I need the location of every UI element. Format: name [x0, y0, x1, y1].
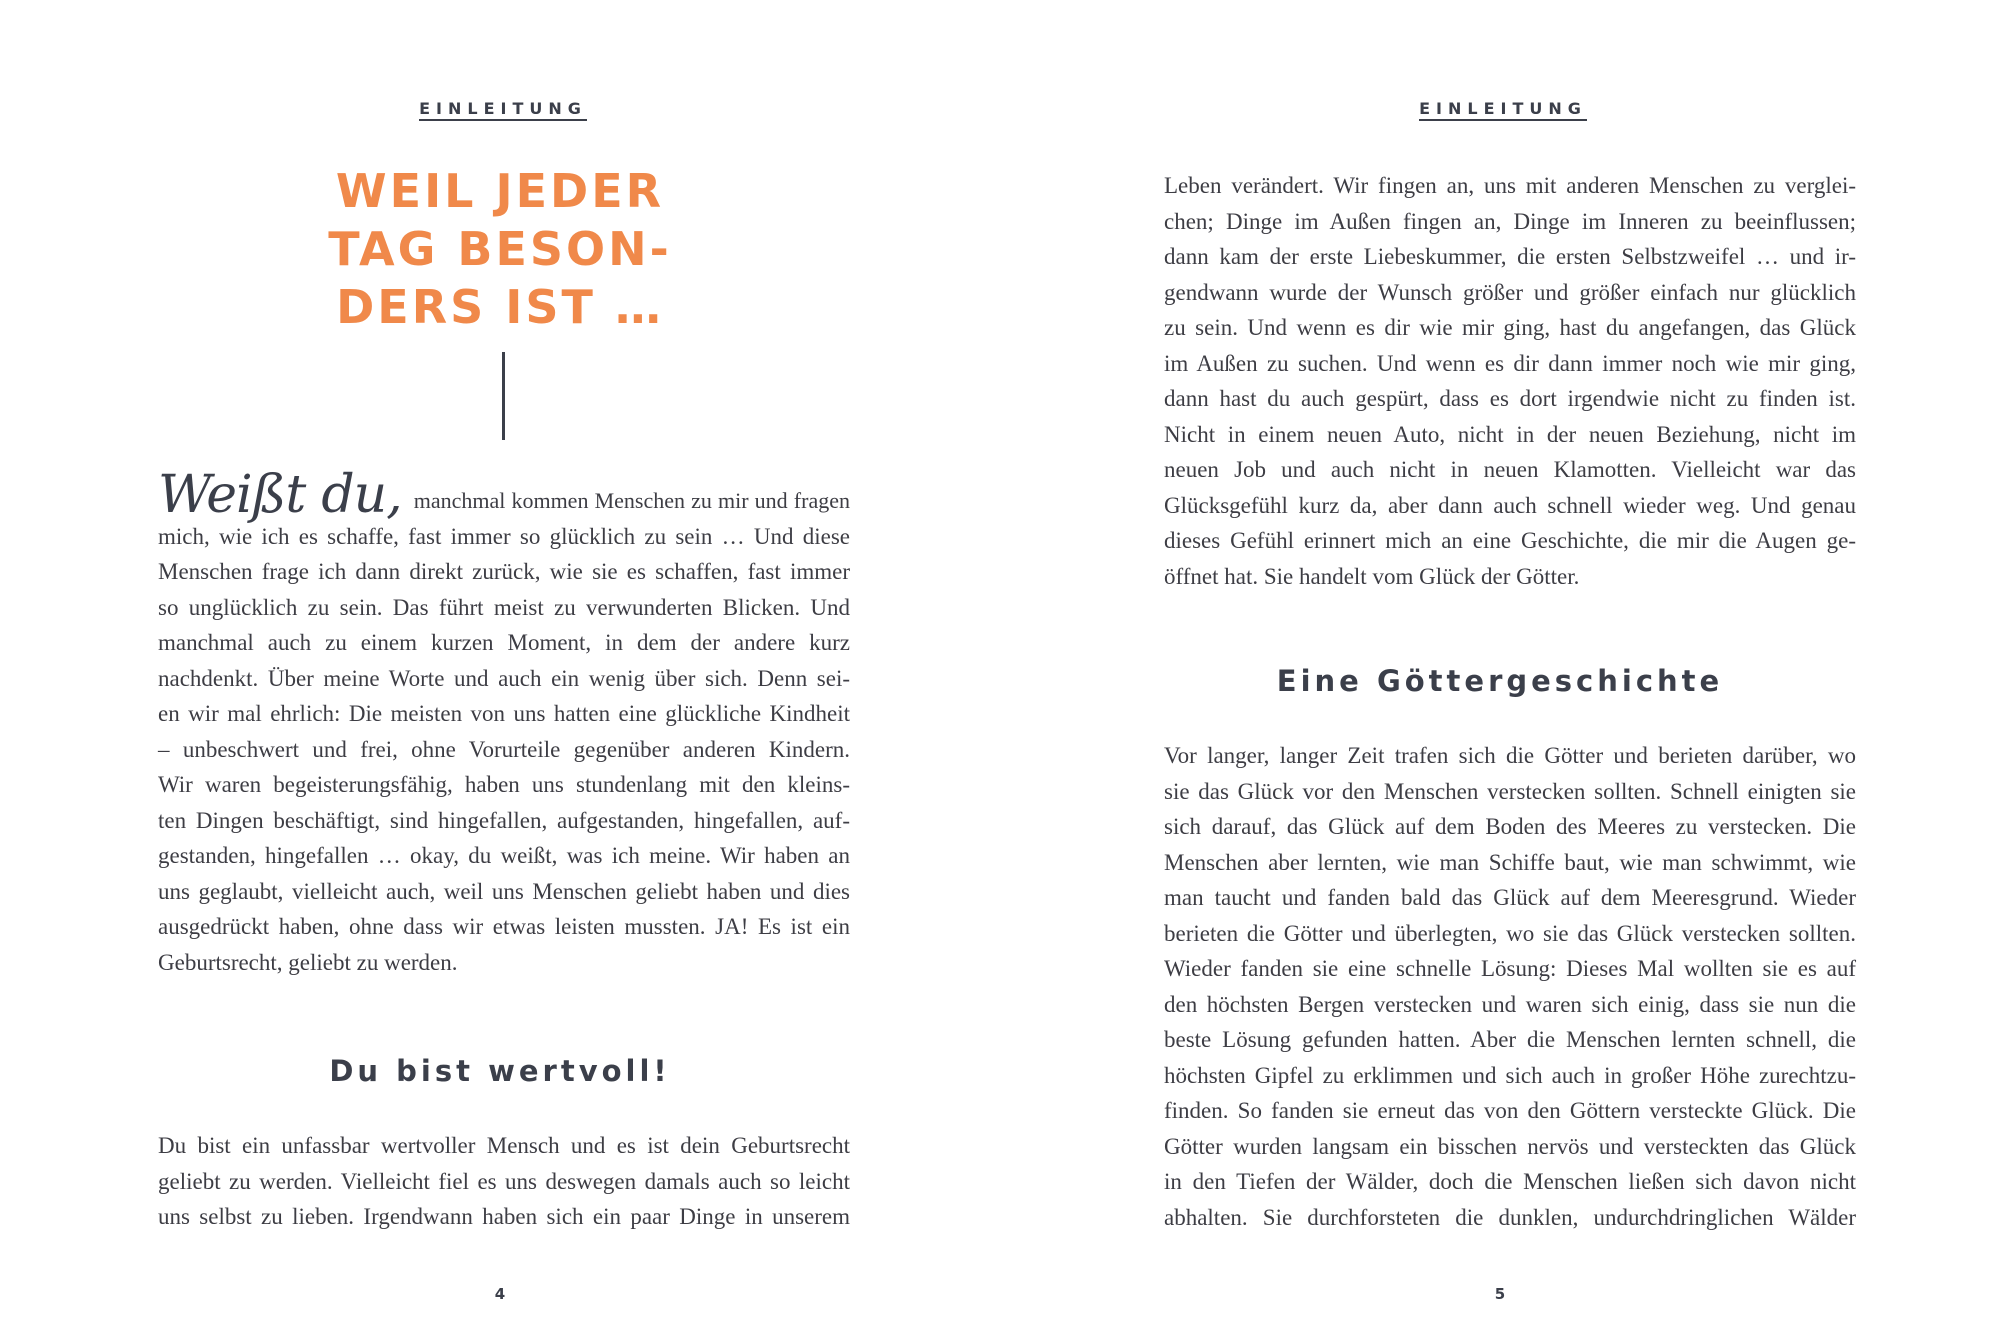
text-line: so unglücklich zu sein. Das führt meist zu verwunderten Blicken. Und [158, 594, 850, 620]
text-line: öffnet hat. Sie handelt vom Glück der Götter. [1164, 563, 1580, 589]
text-line: beste Lösung gefunden hatten. Aber die Menschen lernten schnell, die [1164, 1027, 1856, 1052]
text-line: Glücksgefühl kurz da, aber dann auch schnell wieder weg. Und genau [1164, 492, 1856, 518]
text-line: gestanden, hingefallen … okay, du weißt, was ich meine. Wir haben an [158, 843, 850, 868]
chapter-title [0, 162, 1000, 336]
text-line: mich, wie ich es schaffe, fast immer so glücklich zu sein … Und diese [158, 523, 850, 549]
text-line: en wir mal ehrlich: Die meisten von uns hatten eine glückliche Kindheit [158, 701, 850, 726]
chapter-title-line: DERS IST … [336, 280, 664, 334]
text-line: abhalten. Sie durchforsteten die dunklen, undurchdringlichen Wälder [1164, 1204, 1856, 1230]
text-line: Nicht in einem neuen Auto, nicht in der neuen Beziehung, nicht im [1164, 421, 1856, 447]
text-line: – unbeschwert und frei, ohne Vorurteile gegenüber anderen Kindern. [158, 736, 850, 762]
running-head-text: EINLEITUNG [1419, 99, 1587, 121]
text-line: chen; Dinge im Außen fingen an, Dinge im Inneren zu beeinflussen; [1164, 208, 1856, 234]
page-number: 5 [1494, 1285, 1506, 1303]
section-paragraph [1164, 738, 1856, 1235]
text-line: Vor langer, langer Zeit trafen sich die Götter und berieten darüber, wo [1164, 743, 1856, 768]
continued-paragraph [1164, 168, 1856, 594]
section-heading: Eine Göttergeschichte [1276, 664, 1724, 698]
intro-paragraph [158, 465, 850, 980]
text-line: zu sein. Und wenn es dir wie mir ging, hast du angefangen, das Glück [1164, 315, 1856, 340]
text-line: uns selbst zu lieben. Irgendwann haben sich ein paar Dinge in unserem [158, 1204, 850, 1229]
text-line: sich darauf, das Glück auf dem Boden des Meeres zu verstecken. Die [1164, 814, 1856, 839]
text-line: ausgedrückt haben, ohne dass wir etwas leisten mussten. JA! Es ist ein [158, 914, 850, 939]
text-line [158, 465, 850, 525]
text-line: Menschen frage ich dann direkt zurück, wie sie es schaffen, fast immer [158, 559, 850, 584]
vertical-rule [502, 352, 505, 440]
script-opening: Weißt du, [158, 465, 402, 525]
text-line-content: manchmal kommen Menschen zu mir und fragen [413, 488, 850, 513]
text-line: finden. So fanden sie erneut das von den Göttern versteckte Glück. Die [1164, 1098, 1856, 1123]
right-page [1000, 0, 2000, 1344]
text-line: dieses Gefühl erinnert mich an eine Geschichte, die mir die Augen ge- [1164, 528, 1856, 553]
chapter-title-line: WEIL JEDER [335, 164, 665, 218]
text-line: nachdenkt. Über meine Worte und auch ein wenig über sich. Denn sei- [158, 665, 850, 691]
text-line: gendwann wurde der Wunsch größer und größer einfach nur glücklich [1164, 279, 1856, 305]
text-line: uns geglaubt, vielleicht auch, weil uns Menschen geliebt haben und dies [158, 878, 850, 904]
text-line: neuen Job und auch nicht in neuen Klamotten. Vielleicht war das [1164, 457, 1856, 482]
text-line: Menschen aber lernten, wie man Schiffe baut, wie man schwimmt, wie [1164, 849, 1856, 875]
text-line: geliebt zu werden. Vielleicht fiel es uns deswegen damals auch so leicht [158, 1168, 850, 1194]
section-heading: Du bist wertvoll! [329, 1054, 671, 1088]
text-line: berieten die Götter und überlegten, wo sie das Glück verstecken sollten. [1164, 920, 1856, 946]
text-line: sie das Glück vor den Menschen verstecken sollten. Schnell einigten sie [1164, 778, 1856, 804]
text-line: man taucht und fanden bald das Glück auf dem Meeresgrund. Wieder [1164, 885, 1856, 910]
text-line: Wieder fanden sie eine schnelle Lösung: Dieses Mal wollten sie es auf [1164, 956, 1856, 981]
text-line: in den Tiefen der Wälder, doch die Menschen ließen sich davon nicht [1164, 1169, 1856, 1194]
text-line: manchmal auch zu einem kurzen Moment, in dem der andere kurz [158, 630, 850, 655]
text-line: Du bist ein unfassbar wertvoller Mensch und es ist dein Geburtsrecht [158, 1133, 850, 1158]
section-paragraph [158, 1128, 850, 1235]
running-head-text: EINLEITUNG [419, 99, 587, 121]
text-line: ten Dingen beschäftigt, sind hingefallen, aufgestanden, hingefallen, auf- [158, 807, 850, 833]
text-line: Götter wurden langsam ein bisschen nervös und versteckten das Glück [1164, 1133, 1856, 1159]
chapter-title-line: TAG BESON- [328, 222, 672, 276]
text-line: dann kam der erste Liebeskummer, die ersten Selbstzweifel … und ir- [1164, 244, 1856, 269]
text-line: Geburtsrecht, geliebt zu werden. [158, 949, 458, 975]
text-line: Leben verändert. Wir fingen an, uns mit anderen Menschen zu verglei- [1164, 173, 1856, 198]
running-head-right [1000, 99, 2000, 121]
text-line: den höchsten Bergen verstecken und waren sich einig, dass sie nun die [1164, 991, 1856, 1017]
text-line: dann hast du auch gespürt, dass es dort irgendwie nicht zu finden ist. [1164, 386, 1856, 411]
text-line: höchsten Gipfel zu erklimmen und sich auch in großer Höhe zurechtzu- [1164, 1062, 1856, 1088]
running-head-left [0, 99, 1000, 121]
text-line: Wir waren begeisterungsfähig, haben uns stundenlang mit den kleins- [158, 772, 850, 797]
text-line: im Außen zu suchen. Und wenn es dir dann immer noch wie mir ging, [1164, 350, 1856, 376]
page-number: 4 [494, 1285, 506, 1303]
